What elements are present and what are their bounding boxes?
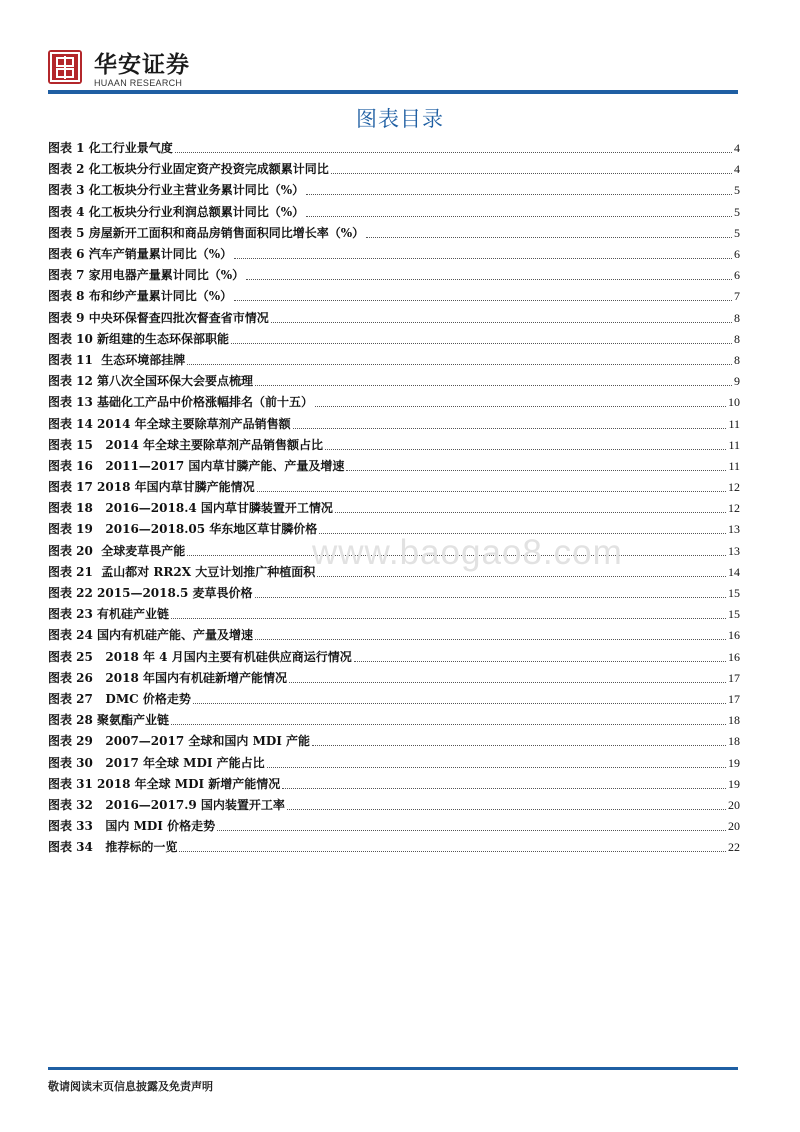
toc-dot-leader xyxy=(335,512,726,513)
toc-entry[interactable] xyxy=(48,816,740,837)
toc-entry[interactable] xyxy=(48,477,740,498)
toc-entry-title: 图表 14 2014 年全球主要除草剂产品销售额 xyxy=(48,416,291,431)
toc-entry-page: 12 xyxy=(728,501,740,516)
toc-entry-title: 图表 32 2016—2017.9 国内装置开工率 xyxy=(48,797,285,812)
toc-entry-page: 4 xyxy=(734,162,740,177)
toc-entry-page: 5 xyxy=(734,204,740,219)
toc-dot-leader xyxy=(282,788,726,789)
toc-dot-leader xyxy=(246,279,732,280)
toc-entry-title: 图表 11 生态环境部挂牌 xyxy=(48,352,186,367)
toc-dot-leader xyxy=(331,173,732,174)
toc-entry-title: 图表 18 2016—2018.4 国内草甘膦装置开工情况 xyxy=(48,501,333,516)
toc-entry-title: 图表 10 新组建的生态环保部职能 xyxy=(48,331,230,346)
toc-entry-title: 图表 22 2015—2018.5 麦草畏价格 xyxy=(48,586,253,601)
toc-entry[interactable] xyxy=(48,752,740,773)
toc-entry[interactable] xyxy=(48,202,740,223)
toc-entry-title: 图表 15 2014 年全球主要除草剂产品销售额占比 xyxy=(48,437,323,452)
toc-title: 图表目录 xyxy=(356,107,444,131)
toc-entry[interactable] xyxy=(48,286,740,307)
header-divider xyxy=(48,90,738,94)
toc-dot-leader xyxy=(171,724,726,725)
toc-dot-leader xyxy=(271,322,732,323)
toc-entry[interactable] xyxy=(48,223,740,244)
toc-entry-title: 图表 31 2018 年全球 MDI 新增产能情况 xyxy=(48,776,281,791)
toc-entry-page: 11 xyxy=(728,416,740,431)
toc-entry-page: 4 xyxy=(734,141,740,156)
toc-entry-page: 12 xyxy=(728,480,740,495)
toc-entry-title: 图表 12 第八次全国环保大会要点梳理 xyxy=(48,374,254,389)
toc-entry-title: 图表 30 2017 年全球 MDI 产能占比 xyxy=(48,755,265,770)
toc-entry-page: 14 xyxy=(728,564,740,579)
toc-entry[interactable] xyxy=(48,604,740,625)
toc-dot-leader xyxy=(354,661,726,662)
toc-entry[interactable] xyxy=(48,795,740,816)
toc-entry-page: 18 xyxy=(728,713,740,728)
toc-entry-page: 13 xyxy=(728,522,740,537)
toc-entry-title: 图表 3 化工板块分行业主营业务累计同比（%） xyxy=(48,183,305,198)
toc-entry[interactable] xyxy=(48,180,740,201)
toc-entry-title: 图表 21 孟山都对 RR2X 大豆计划推广种植面积 xyxy=(48,564,316,579)
footer-divider xyxy=(48,1067,738,1070)
toc-entry-page: 15 xyxy=(728,607,740,622)
toc-entry-page: 20 xyxy=(728,819,740,834)
toc-entry-title: 图表 7 家用电器产量累计同比（%） xyxy=(48,268,245,283)
toc-entry-page: 13 xyxy=(728,543,740,558)
toc-dot-leader xyxy=(231,343,732,344)
toc-entry-title: 图表 16 2011—2017 国内草甘膦产能、产量及增速 xyxy=(48,458,345,473)
report-header xyxy=(48,36,748,96)
toc-entry[interactable] xyxy=(48,647,740,668)
toc-entry[interactable] xyxy=(48,774,740,795)
toc-entry[interactable] xyxy=(48,498,740,519)
toc-entry-title: 图表 9 中央环保督查四批次督查省市情况 xyxy=(48,310,269,325)
toc-dot-leader xyxy=(317,576,726,577)
toc-entry-title: 图表 5 房屋新开工面积和商品房销售面积同比增长率（%） xyxy=(48,225,365,240)
toc-entry-title: 图表 33 国内 MDI 价格走势 xyxy=(48,819,216,834)
toc-entry-title: 图表 26 2018 年国内有机硅新增产能情况 xyxy=(48,670,287,685)
toc-dot-leader xyxy=(217,830,726,831)
toc-entry-title: 图表 24 国内有机硅产能、产量及增速 xyxy=(48,628,254,643)
toc-dot-leader xyxy=(312,745,726,746)
toc-entry[interactable] xyxy=(48,371,740,392)
toc-entry[interactable] xyxy=(48,668,740,689)
toc-entry[interactable] xyxy=(48,244,740,265)
toc-entry-title: 图表 17 2018 年国内草甘膦产能情况 xyxy=(48,480,255,495)
toc-dot-leader xyxy=(193,703,726,704)
toc-entry[interactable] xyxy=(48,413,740,434)
toc-entry[interactable] xyxy=(48,837,740,858)
disclaimer-footer: 敬请阅读末页信息披露及免责声明 xyxy=(48,1080,213,1093)
toc-entry-page: 9 xyxy=(734,374,740,389)
toc-entry-page: 19 xyxy=(728,776,740,791)
toc-dot-leader xyxy=(171,618,726,619)
toc-entry-page: 10 xyxy=(728,395,740,410)
toc-dot-leader xyxy=(315,406,726,407)
toc-entry-title: 图表 2 化工板块分行业固定资产投资完成额累计同比 xyxy=(48,162,329,177)
toc-entry-title: 图表 8 布和纱产量累计同比（%） xyxy=(48,289,233,304)
toc-entry-page: 5 xyxy=(734,183,740,198)
toc-dot-leader xyxy=(187,364,732,365)
huaan-seal-logo-icon xyxy=(48,50,82,84)
toc-entry-page: 8 xyxy=(734,331,740,346)
toc-dot-leader xyxy=(287,809,726,810)
toc-dot-leader xyxy=(234,258,732,259)
toc-entry-page: 16 xyxy=(728,628,740,643)
toc-entry-page: 7 xyxy=(734,289,740,304)
toc-entry[interactable] xyxy=(48,583,740,604)
toc-entry-title: 图表 4 化工板块分行业利润总额累计同比（%） xyxy=(48,204,305,219)
toc-entry-page: 20 xyxy=(728,797,740,812)
toc-dot-leader xyxy=(179,851,726,852)
toc-entry[interactable] xyxy=(48,392,740,413)
toc-entry-page: 6 xyxy=(734,247,740,262)
toc-entry-title: 图表 19 2016—2018.05 华东地区草甘膦价格 xyxy=(48,522,318,537)
toc-entry-page: 17 xyxy=(728,670,740,685)
toc-dot-leader xyxy=(267,767,726,768)
toc-dot-leader xyxy=(366,237,732,238)
toc-entry[interactable] xyxy=(48,329,740,350)
table-of-figures xyxy=(48,138,740,858)
toc-dot-leader xyxy=(234,300,732,301)
toc-entry-page: 6 xyxy=(734,268,740,283)
toc-entry-title: 图表 23 有机硅产业链 xyxy=(48,607,170,622)
toc-entry[interactable] xyxy=(48,689,740,710)
toc-entry-page: 19 xyxy=(728,755,740,770)
toc-dot-leader xyxy=(289,682,726,683)
toc-entry[interactable] xyxy=(48,159,740,180)
toc-dot-leader xyxy=(293,428,727,429)
toc-dot-leader xyxy=(346,470,726,471)
toc-entry-page: 8 xyxy=(734,352,740,367)
toc-entry[interactable] xyxy=(48,308,740,329)
toc-entry-title: 图表 20 全球麦草畏产能 xyxy=(48,543,186,558)
toc-entry-title: 图表 6 汽车产销量累计同比（%） xyxy=(48,247,233,262)
toc-entry-page: 17 xyxy=(728,691,740,706)
toc-entry-page: 18 xyxy=(728,734,740,749)
toc-entry-title: 图表 28 聚氨酯产业链 xyxy=(48,713,170,728)
toc-entry[interactable] xyxy=(48,350,740,371)
toc-dot-leader xyxy=(175,152,732,153)
toc-entry-page: 16 xyxy=(728,649,740,664)
toc-dot-leader xyxy=(306,216,732,217)
toc-entry[interactable] xyxy=(48,138,740,159)
toc-dot-leader xyxy=(325,449,726,450)
toc-entry-title: 图表 13 基础化工产品中价格涨幅排名（前十五） xyxy=(48,395,314,410)
toc-entry-page: 11 xyxy=(728,437,740,452)
toc-entry-title: 图表 25 2018 年 4 月国内主要有机硅供应商运行情况 xyxy=(48,649,352,664)
toc-entry-title: 图表 1 化工行业景气度 xyxy=(48,141,173,156)
toc-entry[interactable] xyxy=(48,731,740,752)
toc-entry[interactable] xyxy=(48,265,740,286)
toc-entry[interactable] xyxy=(48,625,740,646)
toc-entry[interactable] xyxy=(48,435,740,456)
toc-entry-page: 15 xyxy=(728,586,740,601)
toc-entry-title: 图表 27 DMC 价格走势 xyxy=(48,691,191,706)
toc-dot-leader xyxy=(306,194,732,195)
watermark: www.baogao8.com xyxy=(312,533,623,572)
toc-dot-leader xyxy=(257,491,726,492)
toc-entry-title: 图表 29 2007—2017 全球和国内 MDI 产能 xyxy=(48,734,311,749)
toc-entry-page: 22 xyxy=(728,840,740,855)
brand-name-cn: 华安证券 xyxy=(94,51,190,78)
toc-dot-leader xyxy=(255,597,726,598)
toc-entry-title: 图表 34 推荐标的一览 xyxy=(48,840,178,855)
toc-entry-page: 11 xyxy=(728,458,740,473)
toc-entry[interactable] xyxy=(48,456,740,477)
toc-entry-page: 5 xyxy=(734,225,740,240)
toc-dot-leader xyxy=(255,385,732,386)
brand-name-en: HUAAN RESEARCH xyxy=(94,78,183,88)
toc-dot-leader xyxy=(255,639,726,640)
toc-entry-page: 8 xyxy=(734,310,740,325)
toc-entry[interactable] xyxy=(48,710,740,731)
